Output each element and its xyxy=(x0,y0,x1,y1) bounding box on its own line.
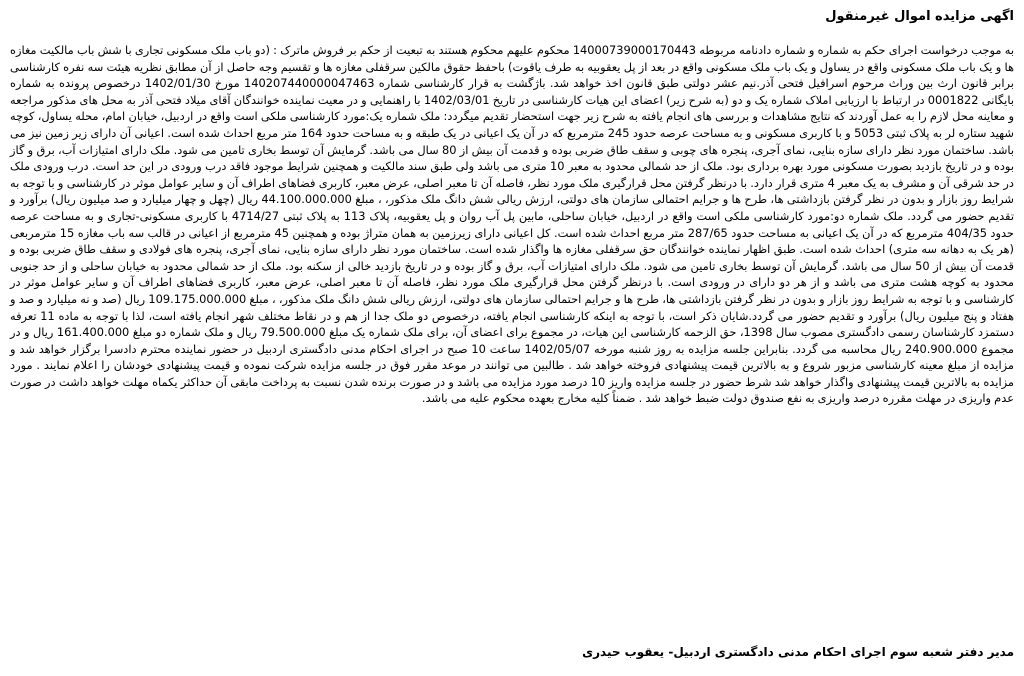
notice-title: اگهی مزایده اموال غیرمنقول xyxy=(825,9,1014,24)
notice-signature: مدیر دفتر شعبه سوم اجرای احکام مدنی دادگستری اردبیل- یعقوب حیدری xyxy=(582,645,1014,659)
notice-body: به موجب درخواست اجرای حکم به شماره و شماره دادنامه مربوطه 14000739000170443 محکوم علیهم محکوم هستند به تبعیت از حکم بر فروش ماترک : (دو باب ملک مسکونی تجاری با شش باب مالکیت مغازه ها و یک باب ملک مسکونی واقع در یساول و یک باب ملک مسکونی واقع در بعد از پل یعقوبیه به طرف یاقوت) باحفظ حقوق مالکین سرقفلی مغازه ها و تقسیم وجه حاصل از آن مطابق نظریه هیئت سه نفره کارشناسی برابر قانون ارث بین وراث مرحوم اسرافیل فتحی آذر.نیم عشر دولتی طبق قانون اخذ خواهد شد. باژگشت به قرار کارشناسی شماره 140207440000047463 مورخ 1402/01/30 درخصوص پرونده به شماره بایگانی 0001822 در ارتباط با ارزیابی املاک شماره یک و دو (به شرح زیر) اعضای این هیات کارشناسی در تاریخ 1402/03/01 با راهنمایی و در معیت نماینده خوانندگان آقای میلاد فتحی آذر به محل های مذکور مراجعه و معاینه محل لازم را به عمل آوردند که نتایج مشاهدات و بررسی های انجام یافته به شرح زیر جهت استحضار تقدیم میگردد: ملک شماره یک:مورد کارشناسی ملکی است واقع در اردبیل، خیابان امام، محله یساول، کوچه شهید ستاره لر به پلاک ثبتی 5053 و با کاربری مسکونی و به مساحت عرصه حدود 245 مترمربع که در آن یک اعیانی در یک طبقه و به مساحت حدود 164 متر مربع احداث شده است. اعیانی آن دارای زیر زمین نیز می باشد. ساختمان مورد نظر دارای سازه بنایی، نمای آجری، پنجره های چوبی و سقف طاق ضربی بوده و قدمت آن بیش از 80 سال می باشد. گرمایش آن توسط بخاری تامین می شود. ملک دارای امتیازات آب، برق و گاز بوده و در تاریخ بازدید بصورت مسکونی مورد بهره برداری بود. ملک از حد شمالی محدود به معبر 10 متری می باشد ولی طبق سند مالکیت و همچنین شرایط موجود فاقد درب ورودی در این حد است. درب ورودی ملک در حد شرقی آن و مشرف به یک معبر 4 متری قرار دارد. با درنظر گرفتن محل قرارگیری ملک مورد نظر، فاصله آن تا معبر اصلی، عرض معبر، کاربری فضاهای اطراف آن و سایر عوامل موثر در کارشناسی و با توجه به شرایط روز بازار و بدون در نظر گرفتن بازداشتی ها، طرح ها و جرایم احتمالی سازمان های دولتی، ارزش ریالی شش دانگ ملک مذکور، ، مبلغ 44.100.000.000 ریال (چهل و چهار میلیارد و صد میلیون ریال) برآورد و تقدیم حضور می گردد. ملک شماره دو:مورد کارشناسی ملکی است واقع در اردبیل، خیابان ساحلی، مابین پل آب روان و پل یعقوبیه، پلاک 113 به پلاک ثبتی 4714/27 با کاربری مسکونی-تجاری و به مساحت عرصه حدود 404/35 مترمربع که در آن یک اعیانی به مساحت حدود 287/65 متر مربع احداث شده است. کل اعیانی دارای زیرزمین به همان متراژ بوده و همچنین 45 مترمربع از اعیانی در قالب سه باب مغازه 15 مترمربعی (هر یک به دهانه سه متری) احداث شده است. طبق اظهار نماینده خوانندگان حق سرقفلی مغازه ها واگذار شده است. ساختمان مورد نظر دارای سازه بنایی، نمای آجری، پنجره های فولادی و سقف طاق ضربی بوده و قدمت آن بیش از 50 سال می باشد. گرمایش آن توسط بخاری تامین می شود. ملک دارای امتیازات آب، برق و گاز بوده و در تاریخ بازدید خالی از سکنه بود. ملک از حد شمالی محدود به خیابان ساحلی و از حد جنوبی محدود به کوچه هشت متری می باشد و از هر دو دارای در ورودی است. با درنظر گرفتن محل قرارگیری ملک مورد نظر، فاصله آن تا معبر اصلی، عرض معبر، کاربری فضاهای اطراف آن و سایر عوامل موثر در کارشناسی و با توجه به شرایط روز بازار و بدون در نظر گرفتن بازداشتی ها، طرح ها و جرایم احتمالی سازمان های دولتی، ارزش ریالی شش دانگ ملک مذکور، ، مبلغ 109.175.000.000 ریال (صد و نه میلیارد و صد و هفتاد و پنج میلیون ریال) برآورد و تقدیم حضور می گردد.شایان ذکر است، با توجه به اینکه کارشناسی انجام یافته، درخصوص دو ملک جدا از هم و در نقاط مختلف شهر انجام یافته است، لذا با توجه به ماده 11 تعرفه دستمزد کارشناسان رسمی دادگستری مصوب سال 1398، حق الزحمه کارشناسی این هیات، در مجموع برای اعضای آن، برای ملک شماره یک مبلغ 79.500.000 ریال و ملک شماره دو مبلغ 161.400.000 ریال و در مجموع 240.900.000 ریال محاسبه می گردد. بنابراین جلسه مزایده به روز شنبه مورخه 1402/05/07 ساعت 10 صبح در اجرای احکام مدنی دادگستری اردبیل در حضور نماینده محترم دادسرا برگزار خواهد شد و مزایده از مبلغ معینه کارشناسی مزبور شروع و به بالاترین قیمت پیشنهادی فروخته خواهد شد . طالبین می توانند در موعد مقرر فوق در جلسه مزایده شرکت نموده و قیمت پیشنهادی خودشان را اعلام نمایند . مورد مزایده به بالاترین قیمت پیشنهادی واگذار خواهد شد شرط حضور در جلسه مزایده واریز 10 درصد مورد مزایده می باشد و در صورت برنده شدن نسبت به پرداخت مابقی آن حداکثر یکماه مهلت خواهد داشت در صورت عدم واریزی در مهلت مقرره درصد واریزی به نفع صندوق دولت ضبط خواهد شد . ضمناً کلیه مخارج بعهده محکوم علیه می باشد. xyxy=(10,43,1015,406)
